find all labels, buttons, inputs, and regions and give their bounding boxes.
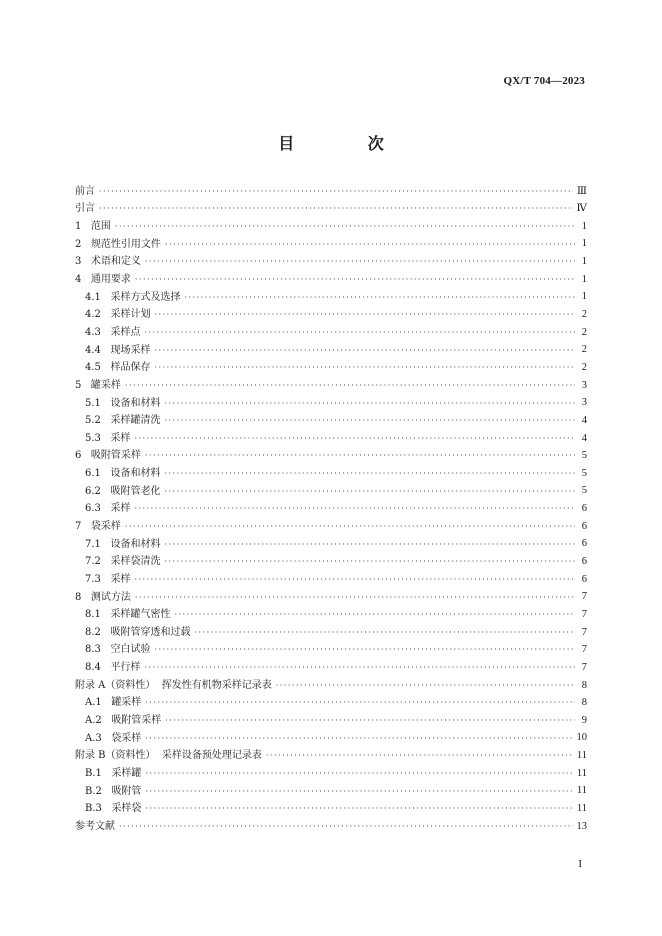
toc-entry-number: 2 [75, 238, 91, 250]
toc-entry[interactable] [75, 659, 587, 677]
toc-entry-label: 吸附管采样 [111, 715, 162, 727]
dot-leader [165, 717, 575, 725]
toc-entry-label: 吸附管穿透和过载 [110, 626, 191, 638]
toc-entry[interactable] [75, 677, 587, 695]
toc-entry-number: 5.3 [85, 432, 111, 444]
toc-entry-page: 2 [581, 326, 587, 338]
toc-entry-number: A.2 [85, 715, 112, 727]
toc-entry-number: 8.4 [85, 662, 111, 674]
toc-entry-number: 6 [75, 450, 91, 462]
toc-title: 目 次 [278, 134, 418, 153]
toc-entry[interactable] [75, 818, 587, 836]
toc-entry-label: 罐采样 [90, 379, 121, 391]
dot-leader [174, 611, 575, 619]
toc-entry-number: 7.3 [85, 573, 111, 585]
dot-leader [99, 188, 573, 196]
toc-entry-page: Ⅲ [576, 185, 587, 197]
toc-entry-label: 通用要求 [90, 274, 131, 286]
toc-entry[interactable] [75, 359, 587, 377]
toc-entry[interactable] [75, 218, 587, 236]
toc-entry-page: 4 [581, 414, 587, 426]
toc-entry-label: 采样方式及选择 [110, 291, 181, 303]
toc-entry-page: 5 [581, 485, 587, 497]
toc-entry[interactable] [75, 783, 587, 801]
toc-entry[interactable] [75, 748, 587, 766]
dot-leader [115, 223, 575, 231]
toc-entry-number: 5.2 [85, 415, 111, 427]
toc-entry-number: 3 [75, 256, 91, 268]
toc-entry-page: 2 [581, 361, 587, 373]
toc-entry-page: 10 [576, 732, 587, 744]
toc-entry-number: 7 [75, 520, 91, 532]
toc-entry-page: 1 [581, 238, 587, 250]
dot-leader [145, 735, 572, 743]
dot-leader [145, 770, 572, 778]
toc-entry-label: 袋采样 [90, 520, 121, 532]
toc-entry-page: 5 [581, 467, 587, 479]
toc-entry-page: 11 [576, 802, 587, 814]
toc-entry-number: 8.2 [85, 626, 111, 638]
dot-leader [144, 664, 575, 672]
toc-entry[interactable] [75, 730, 587, 748]
toc-entry-page: 11 [576, 785, 587, 797]
toc-entry-label: 规范性引用文件 [90, 238, 161, 250]
toc-entry-page: 1 [581, 273, 587, 285]
toc-entry-number: 6.1 [85, 468, 111, 480]
dot-leader [145, 805, 572, 813]
toc-entry-label: 附录 B（资料性） 采样设备预处理记录表 [75, 750, 262, 762]
toc-entry-page: 7 [581, 591, 587, 603]
dot-leader [154, 364, 575, 372]
toc-entry[interactable] [75, 536, 587, 554]
toc-entry-page: 13 [576, 820, 587, 832]
toc-entry-number: 4 [75, 274, 91, 286]
toc-entry[interactable] [75, 606, 587, 624]
toc-entry-page: 6 [581, 538, 587, 550]
toc-entry-label: 采样点 [110, 326, 141, 338]
toc-entry-number: 6.3 [85, 503, 111, 515]
toc-entry-page: 6 [581, 556, 587, 568]
dot-leader [266, 752, 573, 760]
dot-leader [154, 311, 575, 319]
toc-entry-number: 5.1 [85, 397, 111, 409]
toc-entry[interactable] [75, 518, 587, 536]
dot-leader [119, 823, 573, 831]
dot-leader [145, 788, 572, 796]
toc-entry[interactable] [75, 306, 587, 324]
toc-entry-label: 范围 [90, 221, 111, 233]
toc-entry-number: 4.1 [85, 291, 111, 303]
toc-entry-label: 采样袋 [111, 803, 142, 815]
toc-entry[interactable] [75, 324, 587, 342]
toc-entry[interactable] [75, 448, 587, 466]
toc-entry-label: 采样罐清洗 [110, 415, 161, 427]
toc-entry-page: 1 [581, 291, 587, 303]
toc-entry[interactable] [75, 271, 587, 289]
toc-entry-label: 平行样 [110, 662, 141, 674]
dot-leader [164, 417, 575, 425]
dot-leader [276, 682, 575, 690]
toc-entry-label: 引言 [75, 203, 95, 215]
dot-leader [164, 470, 575, 478]
toc-entry-label: 样品保存 [110, 362, 151, 374]
dot-leader [164, 558, 575, 566]
toc-entry[interactable] [75, 712, 587, 730]
toc-entry-page: 11 [576, 750, 587, 762]
toc-entry-page: 5 [581, 450, 587, 462]
toc-entry-number: 5 [75, 379, 91, 391]
toc-entry-number: 1 [75, 221, 91, 233]
document-code: QX/T 704—2023 [503, 75, 585, 87]
dot-leader [125, 523, 575, 531]
toc-entry-page: 7 [581, 644, 587, 656]
toc-entry[interactable] [75, 553, 587, 571]
dot-leader [145, 699, 575, 707]
toc-entry-label: 现场采样 [110, 344, 151, 356]
dot-leader [154, 646, 575, 654]
toc-entry[interactable] [75, 201, 587, 219]
toc-entry[interactable] [75, 695, 587, 713]
toc-entry-number: 7.1 [85, 538, 111, 550]
dot-leader [164, 488, 575, 496]
toc-entry-number: A.1 [85, 697, 112, 709]
toc-entry[interactable] [75, 483, 587, 501]
toc-entry-label: 设备和材料 [110, 397, 161, 409]
dot-leader [135, 594, 575, 602]
toc-entry-label: 采样 [110, 432, 131, 444]
toc-entry-page: 1 [581, 256, 587, 268]
toc-entry[interactable] [75, 465, 587, 483]
toc-entry[interactable] [75, 430, 587, 448]
toc-entry-page: 7 [581, 661, 587, 673]
toc-entry[interactable] [75, 589, 587, 607]
toc-entry-label: 吸附管老化 [110, 485, 161, 497]
toc-entry-number: 6.2 [85, 485, 111, 497]
dot-leader [135, 276, 575, 284]
dot-leader [145, 452, 575, 460]
toc-entry-page: 7 [581, 608, 587, 620]
toc-entry-number: 8.3 [85, 644, 111, 656]
dot-leader [154, 347, 575, 355]
toc-entry[interactable] [75, 395, 587, 413]
toc-entry[interactable] [75, 342, 587, 360]
toc-entry-page: 6 [581, 573, 587, 585]
toc-entry-label: 测试方法 [90, 591, 131, 603]
toc-entry[interactable] [75, 800, 587, 818]
toc-entry-page: 2 [581, 309, 587, 321]
toc-entry-page: 9 [581, 714, 587, 726]
toc-entry-page: 1 [581, 220, 587, 232]
toc-entry-number: B.1 [85, 767, 112, 779]
toc-entry-page: 3 [581, 397, 587, 409]
toc-entry-label: 吸附管采样 [90, 450, 141, 462]
dot-leader [125, 382, 575, 390]
toc-entry-number: 4.3 [85, 326, 111, 338]
toc-entry-page: 8 [581, 679, 587, 691]
dot-leader [144, 329, 575, 337]
toc-entry[interactable] [75, 501, 587, 519]
dot-leader [164, 400, 575, 408]
toc-entry-label: 设备和材料 [110, 468, 161, 480]
toc-entry-page: 11 [576, 767, 587, 779]
toc-entry[interactable] [75, 254, 587, 272]
toc-entry-label: 采样罐 [111, 767, 142, 779]
toc-entry-number: 8 [75, 591, 91, 603]
toc-entry-label: 采样 [110, 573, 131, 585]
toc-entry-page: 4 [581, 432, 587, 444]
toc-entry-label: 空白试验 [110, 644, 151, 656]
toc-entry-page: 3 [581, 379, 587, 391]
toc-entry-number: 4.4 [85, 344, 111, 356]
toc-entry[interactable] [75, 289, 587, 307]
toc-entry-label: 参考文献 [75, 820, 115, 832]
toc-entry-page: 6 [581, 520, 587, 532]
toc-entry[interactable] [75, 642, 587, 660]
dot-leader [164, 541, 575, 549]
toc-entry-page: Ⅳ [576, 203, 587, 215]
toc-entry-page: 6 [581, 503, 587, 515]
table-of-contents [75, 183, 587, 836]
dot-leader [165, 241, 575, 249]
toc-entry-label: 采样计划 [110, 309, 151, 321]
toc-entry-number: 8.1 [85, 609, 111, 621]
toc-entry[interactable] [75, 377, 587, 395]
dot-leader [194, 629, 575, 637]
toc-entry[interactable] [75, 765, 587, 783]
toc-entry-label: 前言 [75, 185, 95, 197]
toc-entry-number: 4.5 [85, 362, 111, 374]
toc-entry-label: 采样袋清洗 [110, 556, 161, 568]
toc-entry-label: 采样罐气密性 [110, 609, 171, 621]
dot-leader [99, 205, 573, 213]
toc-entry[interactable] [75, 183, 587, 201]
toc-entry-number: B.2 [85, 785, 112, 797]
toc-entry[interactable] [75, 412, 587, 430]
dot-leader [134, 435, 575, 443]
toc-entry-page: 7 [581, 626, 587, 638]
toc-entry-number: 4.2 [85, 309, 111, 321]
toc-entry[interactable] [75, 236, 587, 254]
toc-entry-number: 7.2 [85, 556, 111, 568]
toc-entry-page: 2 [581, 344, 587, 356]
toc-entry-label: 采样 [110, 503, 131, 515]
toc-entry-label: 袋采样 [111, 732, 142, 744]
page-number: I [578, 858, 582, 870]
toc-entry-label: 罐采样 [111, 697, 142, 709]
toc-entry-number: A.3 [85, 732, 112, 744]
dot-leader [134, 576, 575, 584]
dot-leader [184, 294, 575, 302]
dot-leader [134, 505, 575, 513]
toc-entry-label: 术语和定义 [90, 256, 141, 268]
toc-entry-label: 设备和材料 [110, 538, 161, 550]
toc-entry-number: B.3 [85, 803, 112, 815]
toc-entry-page: 8 [581, 697, 587, 709]
toc-entry-label: 吸附管 [111, 785, 142, 797]
toc-entry[interactable] [75, 624, 587, 642]
dot-leader [145, 258, 575, 266]
toc-entry[interactable] [75, 571, 587, 589]
toc-entry-label: 附录 A（资料性） 挥发性有机物采样记录表 [75, 679, 272, 691]
